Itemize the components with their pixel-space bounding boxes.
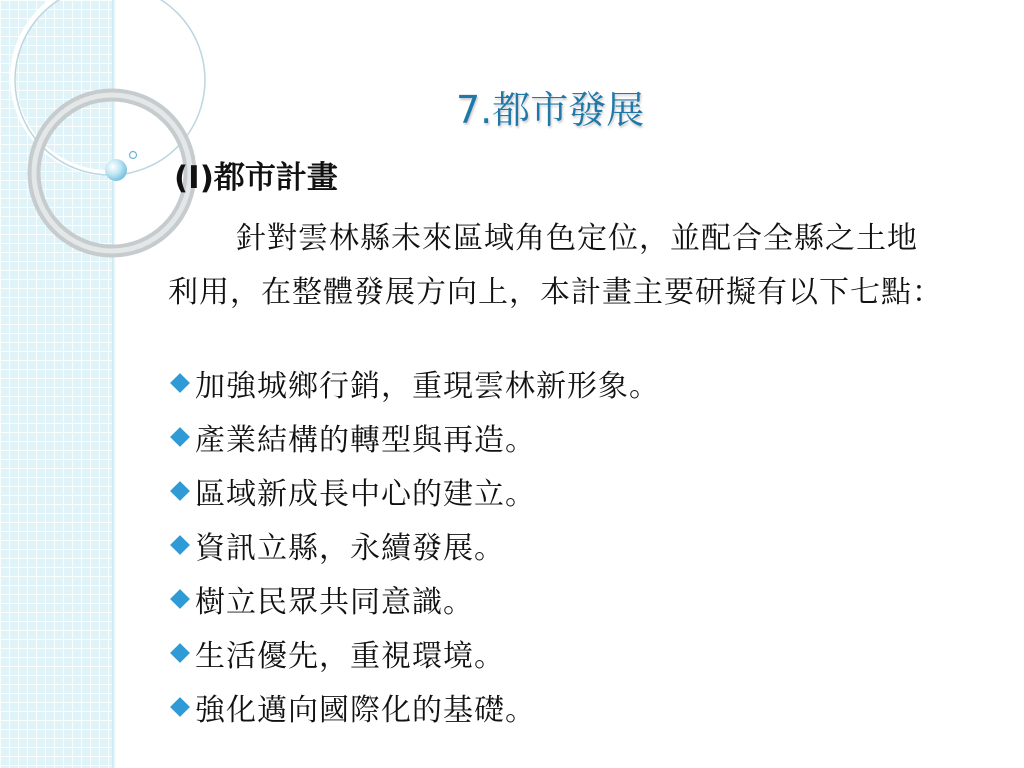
list-item (168, 626, 660, 680)
diamond-bullet-icon (170, 427, 190, 447)
diamond-bullet-icon (170, 697, 190, 717)
list-item-text: 產業結構的轉型與再造。 (195, 423, 536, 458)
list-item-text: 加強城鄉行銷，重現雲林新形象。 (195, 369, 660, 404)
diamond-bullet-icon (170, 481, 190, 501)
list-item-text: 強化邁向國際化的基礎。 (195, 693, 536, 728)
tiny-bubble-decoration (130, 152, 137, 159)
list-item (168, 410, 660, 464)
list-item-text: 區域新成長中心的建立。 (195, 477, 536, 512)
intro-paragraph (168, 212, 948, 320)
diamond-bullet-icon (170, 535, 190, 555)
diamond-bullet-icon (170, 373, 190, 393)
diamond-bullet-icon (170, 643, 190, 663)
intro-text: 針對雲林縣未來區域角色定位，並配合全縣之土地利用，在整體發展方向上，本計畫主要研擬有以下七點： (168, 221, 943, 310)
bullet-list (168, 356, 660, 734)
list-item-text: 生活優先，重視環境。 (195, 639, 505, 674)
list-item (168, 518, 660, 572)
list-item (168, 356, 660, 410)
list-item (168, 464, 660, 518)
list-item-text: 資訊立縣，永續發展。 (195, 531, 505, 566)
section-subtitle: (I)都市計畫 (174, 160, 338, 196)
list-item-text: 樹立民眾共同意識。 (195, 585, 474, 620)
slide-title: 7.都市發展 (456, 88, 645, 132)
bubble-decoration (105, 159, 127, 181)
list-item (168, 572, 660, 626)
list-item (168, 680, 660, 734)
diamond-bullet-icon (170, 589, 190, 609)
